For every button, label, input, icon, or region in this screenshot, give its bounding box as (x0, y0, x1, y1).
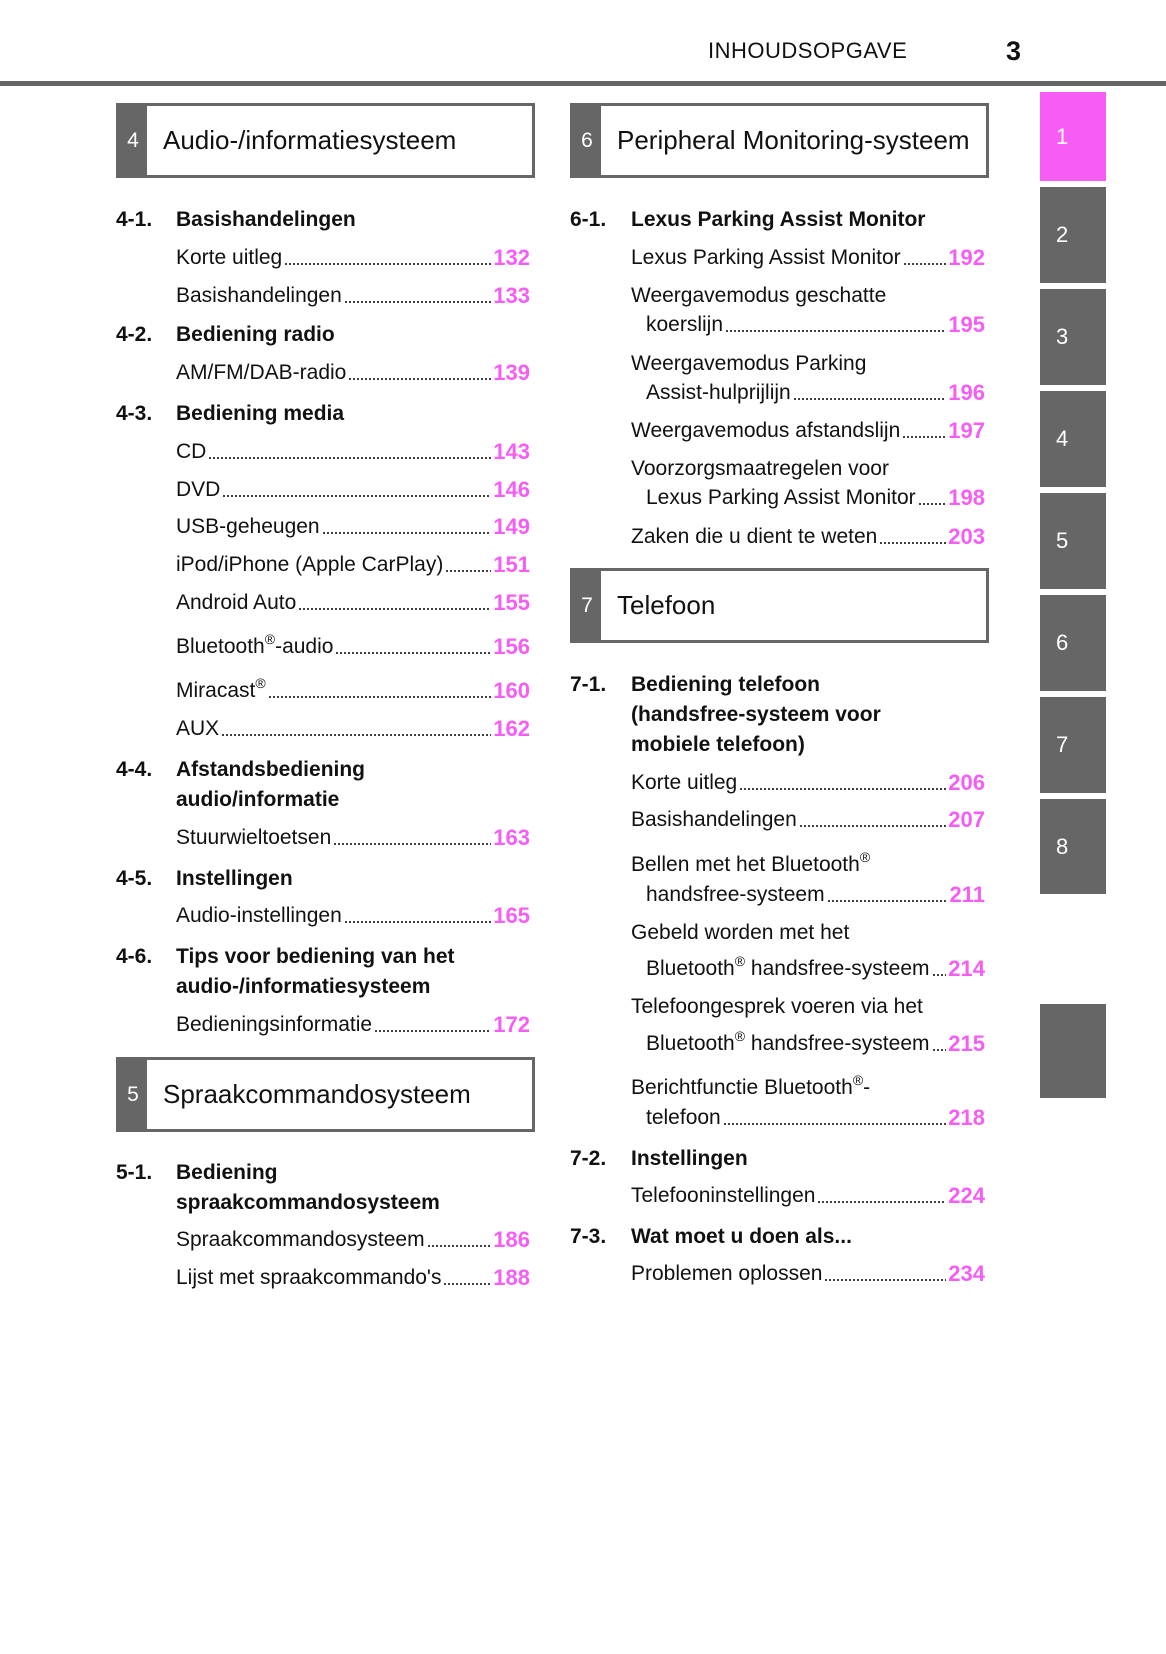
leader-dots (903, 243, 947, 273)
page-reference[interactable]: 186 (493, 1227, 530, 1252)
leader-dots (817, 1181, 946, 1211)
page-reference[interactable]: 188 (493, 1265, 530, 1290)
entry-label: Basishandelingen (631, 808, 797, 831)
entry-label: Telefoongesprek voeren via het (631, 995, 923, 1018)
page-reference[interactable]: 196 (948, 380, 985, 405)
section-number: 5-1. (116, 1161, 153, 1184)
section-number: 4-3. (116, 402, 153, 425)
toc-entry-link[interactable] (176, 588, 530, 618)
page-reference[interactable]: 172 (493, 1012, 530, 1037)
chapter-title: Audio-/informatiesysteem (163, 125, 457, 155)
entry-label: Bluetooth® handsfree-systeem (646, 1028, 930, 1055)
page-reference[interactable]: 203 (948, 524, 985, 549)
entry-label: Problemen oplossen (631, 1262, 823, 1285)
header-divider (0, 81, 1166, 86)
page-reference[interactable]: 192 (948, 245, 985, 270)
toc-entry-link[interactable] (176, 714, 530, 744)
chapter-number: 5 (119, 1060, 147, 1129)
leader-dots (723, 1103, 947, 1133)
page-reference[interactable]: 207 (948, 807, 985, 832)
toc-entry-link[interactable] (646, 483, 985, 513)
chapter-tab-7[interactable]: 7 (1040, 697, 1106, 793)
page-reference[interactable]: 133 (493, 283, 530, 308)
leader-dots (268, 676, 492, 706)
section-number: 4-4. (116, 758, 153, 781)
toc-entry-link[interactable] (631, 243, 985, 273)
toc-entry-link[interactable] (176, 632, 530, 662)
entry-label: Telefooninstellingen (631, 1184, 816, 1207)
entry-label: Bellen met het Bluetooth® (631, 849, 871, 876)
leader-dots (932, 954, 947, 984)
page-number: 3 (1006, 36, 1022, 66)
page-reference[interactable]: 162 (493, 716, 530, 741)
toc-entry-text (631, 349, 866, 379)
section-title: Tips voor bediening van het (176, 945, 455, 968)
page-reference[interactable]: 163 (493, 825, 530, 850)
toc-entry-link[interactable] (176, 901, 530, 931)
leader-dots (284, 243, 491, 273)
chapter-header (570, 103, 989, 178)
toc-entry-link[interactable] (176, 1263, 530, 1293)
section-title: Bediening media (176, 402, 345, 425)
page-reference[interactable]: 214 (948, 956, 985, 981)
leader-dots (827, 880, 948, 910)
section-number: 4-5. (116, 867, 153, 890)
toc-entry-link[interactable] (646, 310, 985, 340)
toc-entry-link[interactable] (631, 522, 985, 552)
section-title: Bediening telefoon (631, 673, 820, 696)
leader-dots (344, 901, 492, 931)
page-reference[interactable]: 211 (949, 882, 985, 907)
entry-label: Weergavemodus afstandslijn (631, 419, 901, 442)
entry-label: Android Auto (176, 591, 297, 614)
page-reference[interactable]: 160 (493, 678, 530, 703)
toc-entry-link[interactable] (176, 281, 530, 311)
leader-dots (344, 281, 491, 311)
chapter-title: Telefoon (617, 590, 716, 620)
toc-entry-link[interactable] (176, 243, 530, 273)
toc-entry-link[interactable] (631, 1181, 985, 1211)
page-reference[interactable]: 151 (493, 552, 530, 577)
section-title: Bediening (176, 1161, 278, 1184)
toc-entry-link[interactable] (176, 1225, 530, 1255)
section-title: Instellingen (176, 867, 293, 890)
leader-dots (725, 310, 946, 340)
page-reference[interactable]: 143 (493, 439, 530, 464)
toc-entry-link[interactable] (176, 823, 530, 853)
chapter-number: 6 (573, 106, 601, 175)
toc-entry-link[interactable] (176, 475, 530, 505)
leader-dots (793, 378, 947, 408)
entry-label: Korte uitleg (176, 246, 283, 269)
page-reference[interactable]: 155 (493, 590, 530, 615)
leader-dots (322, 512, 492, 542)
page-reference[interactable]: 218 (948, 1105, 985, 1130)
toc-entry-text (631, 1073, 870, 1103)
entry-label: Voorzorgsmaatregelen voor (631, 457, 889, 480)
entry-label: Gebeld worden met het (631, 921, 850, 944)
page-reference[interactable]: 146 (493, 477, 530, 502)
entry-label: Lexus Parking Assist Monitor (646, 486, 916, 509)
leader-dots (445, 550, 491, 580)
toc-entry-text (631, 454, 889, 484)
chapter-tab-3[interactable]: 3 (1040, 289, 1106, 385)
entry-label: DVD (176, 478, 221, 501)
chapter-title: Peripheral Monitoring-systeem (617, 125, 970, 155)
leader-dots (799, 805, 946, 835)
leader-dots (443, 1263, 491, 1293)
entry-label: Basishandelingen (176, 284, 342, 307)
leader-dots (879, 522, 946, 552)
page-reference[interactable]: 156 (493, 634, 530, 659)
toc-entry-link[interactable] (176, 676, 530, 706)
leader-dots (335, 632, 491, 662)
section-title: spraakcommandosysteem (176, 1191, 440, 1214)
leader-dots (918, 483, 947, 513)
page-reference[interactable]: 149 (493, 514, 530, 539)
page-reference[interactable]: 195 (948, 312, 985, 337)
leader-dots (824, 1259, 946, 1289)
section-number: 7-3. (570, 1225, 607, 1248)
chapter-header (116, 1057, 535, 1132)
section-number: 6-1. (570, 208, 607, 231)
entry-label: AM/FM/DAB-radio (176, 361, 347, 384)
leader-dots (348, 358, 491, 388)
entry-label: Miracast® (176, 675, 266, 702)
section-title: (handsfree-systeem voor (631, 703, 881, 726)
entry-label: Berichtfunctie Bluetooth®- (631, 1072, 871, 1099)
leader-dots (298, 588, 491, 618)
toc-entry-link[interactable] (646, 1029, 985, 1059)
entry-label: Weergavemodus Parking (631, 352, 867, 375)
leader-dots (902, 416, 946, 446)
toc-entry-link[interactable] (631, 1259, 985, 1289)
toc-entry-link[interactable] (176, 358, 530, 388)
entry-label: telefoon (646, 1106, 721, 1129)
chapter-tab-2[interactable]: 2 (1040, 187, 1106, 283)
page-reference[interactable]: 132 (493, 245, 530, 270)
chapter-number: 4 (119, 106, 147, 175)
section-title: mobiele telefoon) (631, 733, 805, 756)
leader-dots (333, 823, 491, 853)
leader-dots (208, 437, 491, 467)
chapter-header (116, 103, 535, 178)
section-title: Instellingen (631, 1147, 748, 1170)
entry-label: Bedieningsinformatie (176, 1013, 373, 1036)
toc-entry-link[interactable] (176, 1010, 530, 1040)
leader-dots (739, 768, 946, 798)
leader-dots (374, 1010, 491, 1040)
leader-dots (221, 714, 491, 744)
page-reference[interactable]: 206 (948, 770, 985, 795)
toc-entry-link[interactable] (646, 954, 985, 984)
entry-label: CD (176, 440, 207, 463)
section-title: audio-/informatiesysteem (176, 975, 431, 998)
entry-label: Lexus Parking Assist Monitor (631, 246, 901, 269)
section-number: 7-2. (570, 1147, 607, 1170)
toc-entry-link[interactable] (646, 1103, 985, 1133)
page-reference[interactable]: 197 (948, 418, 985, 443)
entry-label: Zaken die u dient te weten (631, 525, 878, 548)
section-number: 4-1. (116, 208, 153, 231)
toc-entry-link[interactable] (631, 416, 985, 446)
toc-entry-link[interactable] (176, 550, 530, 580)
chapter-tab-1[interactable]: 1 (1040, 92, 1106, 181)
chapter-tab-8[interactable]: 8 (1040, 799, 1106, 894)
entry-label: Spraakcommandosysteem (176, 1228, 425, 1251)
toc-entry-link[interactable] (646, 880, 985, 910)
entry-label: iPod/iPhone (Apple CarPlay) (176, 553, 444, 576)
section-title: audio/informatie (176, 788, 340, 811)
entry-label: handsfree-systeem (646, 883, 825, 906)
page-reference[interactable]: 234 (948, 1261, 985, 1286)
entry-label: Bluetooth®-audio (176, 631, 334, 658)
page-reference[interactable]: 139 (493, 360, 530, 385)
toc-entry-link[interactable] (631, 768, 985, 798)
section-title: Bediening radio (176, 323, 335, 346)
entry-label: Lijst met spraakcommando's (176, 1266, 442, 1289)
chapter-tab-4[interactable]: 4 (1040, 391, 1106, 487)
chapter-tab-6[interactable]: 6 (1040, 595, 1106, 691)
toc-entry-text (631, 918, 849, 948)
section-title: Basishandelingen (176, 208, 356, 231)
entry-label: Korte uitleg (631, 771, 738, 794)
section-title: Afstandsbediening (176, 758, 366, 781)
section-title: Lexus Parking Assist Monitor (631, 208, 926, 231)
chapter-tab-index[interactable] (1040, 1004, 1106, 1098)
entry-label: koerslijn (646, 313, 724, 336)
chapter-title: Spraakcommandosysteem (163, 1079, 471, 1109)
section-number: 4-2. (116, 323, 153, 346)
toc-entry-link[interactable] (176, 512, 530, 542)
entry-label: Stuurwieltoetsen (176, 826, 332, 849)
page-reference[interactable]: 215 (948, 1031, 985, 1056)
leader-dots (932, 1029, 947, 1059)
toc-entry-text (631, 850, 870, 880)
leader-dots (427, 1225, 492, 1255)
toc-entry-text (631, 281, 886, 311)
entry-label: Audio-instellingen (176, 904, 342, 927)
chapter-tab-5[interactable]: 5 (1040, 493, 1106, 589)
entry-label: Bluetooth® handsfree-systeem (646, 953, 930, 980)
toc-entry-link[interactable] (631, 805, 985, 835)
section-number: 7-1. (570, 673, 607, 696)
toc-entry-link[interactable] (646, 378, 985, 408)
section-number: 4-6. (116, 945, 153, 968)
toc-entry-link[interactable] (176, 437, 530, 467)
entry-label: AUX (176, 717, 220, 740)
header-title: INHOUDSOPGAVE (708, 38, 908, 63)
entry-label: Assist-hulprijlijn (646, 381, 791, 404)
page-reference[interactable]: 198 (948, 485, 985, 510)
page-reference[interactable]: 224 (948, 1183, 985, 1208)
toc-entry-text (631, 992, 923, 1022)
entry-label: Weergavemodus geschatte (631, 284, 887, 307)
entry-label: USB-geheugen (176, 515, 320, 538)
page-reference[interactable]: 165 (493, 903, 530, 928)
chapter-header (570, 568, 989, 643)
chapter-number: 7 (573, 571, 601, 640)
section-title: Wat moet u doen als... (631, 1225, 852, 1248)
leader-dots (222, 475, 491, 505)
